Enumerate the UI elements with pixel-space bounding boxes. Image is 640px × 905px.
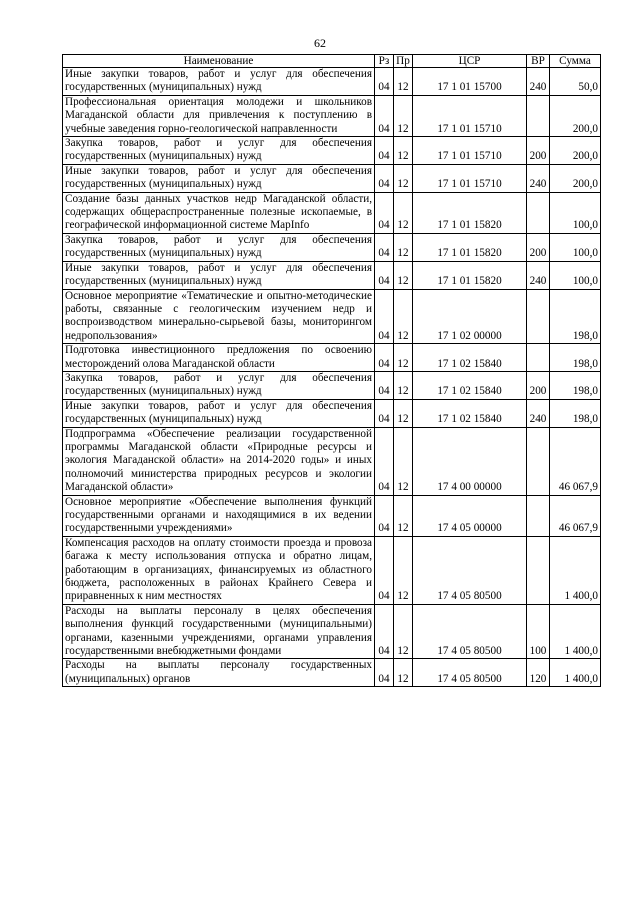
table-row <box>63 95 601 136</box>
row-pr: 12 <box>394 399 413 427</box>
row-name: Закупка товаров, работ и услуг для обеспечения государственных (муниципальных) нужд <box>63 137 375 165</box>
page-number: 62 <box>314 36 326 50</box>
row-sum: 50,0 <box>550 68 601 96</box>
row-pr: 12 <box>394 371 413 399</box>
row-rz: 04 <box>375 371 394 399</box>
table-row <box>63 192 601 233</box>
row-csr: 17 4 05 80500 <box>413 604 527 659</box>
row-pr: 12 <box>394 536 413 604</box>
row-rz: 04 <box>375 604 394 659</box>
row-pr: 12 <box>394 495 413 536</box>
row-csr: 17 1 01 15820 <box>413 261 527 289</box>
row-sum: 198,0 <box>550 289 601 344</box>
row-rz: 04 <box>375 192 394 233</box>
table-row <box>63 137 601 165</box>
row-sum: 46 067,9 <box>550 495 601 536</box>
row-name: Основное мероприятие «Тематические и опытно-методические работы, связанные с геологическим изучением недр и воспроизводством минерально-сырьевой базы, мониторингом недропользования» <box>63 289 375 344</box>
row-pr: 12 <box>394 233 413 261</box>
row-csr: 17 1 02 15840 <box>413 371 527 399</box>
row-name: Расходы на выплаты персоналу государственных (муниципальных) органов <box>63 659 375 687</box>
row-name: Подпрограмма «Обеспечение реализации государственной программы Магаданской области «Природные ресурсы и экология Магаданской области» на 2014-2020 годы» и иных полномочий министерства природных ресурсов и экологии Магаданской области» <box>63 427 375 495</box>
table-row <box>63 536 601 604</box>
row-vr <box>527 536 550 604</box>
header-vr: ВР <box>527 55 550 68</box>
row-csr: 17 1 02 15840 <box>413 344 527 372</box>
row-name: Иные закупки товаров, работ и услуг для обеспечения государственных (муниципальных) нужд <box>63 261 375 289</box>
table-row <box>63 164 601 192</box>
row-pr: 12 <box>394 68 413 96</box>
row-rz: 04 <box>375 536 394 604</box>
row-name: Иные закупки товаров, работ и услуг для обеспечения государственных (муниципальных) нужд <box>63 68 375 96</box>
row-sum: 100,0 <box>550 233 601 261</box>
row-rz: 04 <box>375 344 394 372</box>
header-csr: ЦСР <box>413 55 527 68</box>
header-row <box>63 55 601 68</box>
row-name: Иные закупки товаров, работ и услуг для обеспечения государственных (муниципальных) нужд <box>63 164 375 192</box>
header-rz: Рз <box>375 55 394 68</box>
table-row <box>63 233 601 261</box>
row-csr: 17 4 05 80500 <box>413 659 527 687</box>
row-sum: 200,0 <box>550 137 601 165</box>
row-name: Иные закупки товаров, работ и услуг для обеспечения государственных (муниципальных) нужд <box>63 399 375 427</box>
row-csr: 17 4 00 00000 <box>413 427 527 495</box>
row-sum: 200,0 <box>550 164 601 192</box>
row-vr: 200 <box>527 137 550 165</box>
row-vr <box>527 427 550 495</box>
row-rz: 04 <box>375 659 394 687</box>
row-name: Создание базы данных участков недр Магаданской области, содержащих общераспространенные полезные ископаемые, в географической информационной системе MapInfo <box>63 192 375 233</box>
row-sum: 1 400,0 <box>550 536 601 604</box>
row-name: Профессиональная ориентация молодежи и школьников Магаданской области для привлечения к поступлению в учебные заведения горно-геологической направленности <box>63 95 375 136</box>
table-row <box>63 344 601 372</box>
row-rz: 04 <box>375 68 394 96</box>
row-rz: 04 <box>375 137 394 165</box>
row-pr: 12 <box>394 192 413 233</box>
row-pr: 12 <box>394 95 413 136</box>
row-vr: 120 <box>527 659 550 687</box>
row-name: Расходы на выплаты персоналу в целях обеспечения выполнения функций государственными (муниципальными) органами, казенными учреждениями, органами управления государственными внебюджетными фондами <box>63 604 375 659</box>
row-csr: 17 4 05 80500 <box>413 536 527 604</box>
row-pr: 12 <box>394 659 413 687</box>
row-rz: 04 <box>375 289 394 344</box>
row-pr: 12 <box>394 604 413 659</box>
row-csr: 17 4 05 00000 <box>413 495 527 536</box>
row-sum: 46 067,9 <box>550 427 601 495</box>
table-row <box>63 289 601 344</box>
header-name: Наименование <box>63 55 375 68</box>
row-rz: 04 <box>375 495 394 536</box>
row-vr <box>527 192 550 233</box>
row-sum: 1 400,0 <box>550 659 601 687</box>
row-name: Закупка товаров, работ и услуг для обеспечения государственных (муниципальных) нужд <box>63 233 375 261</box>
budget-table <box>62 54 601 687</box>
row-sum: 100,0 <box>550 192 601 233</box>
row-name: Основное мероприятие «Обеспечение выполнения функций государственными органами и находящимися в их ведении государственными учреждениями» <box>63 495 375 536</box>
row-pr: 12 <box>394 137 413 165</box>
row-pr: 12 <box>394 164 413 192</box>
row-name: Закупка товаров, работ и услуг для обеспечения государственных (муниципальных) нужд <box>63 371 375 399</box>
row-csr: 17 1 02 15840 <box>413 399 527 427</box>
table-row <box>63 68 601 96</box>
row-vr: 240 <box>527 399 550 427</box>
row-pr: 12 <box>394 261 413 289</box>
row-csr: 17 1 02 00000 <box>413 289 527 344</box>
row-csr: 17 1 01 15710 <box>413 95 527 136</box>
row-rz: 04 <box>375 95 394 136</box>
row-csr: 17 1 01 15700 <box>413 68 527 96</box>
row-rz: 04 <box>375 164 394 192</box>
header-sum: Сумма <box>550 55 601 68</box>
table-row <box>63 659 601 687</box>
row-name: Компенсация расходов на оплату стоимости проезда и провоза багажа к месту использования отпуска и обратно лицам, работающим в организациях, финансируемых из областного бюджета, расположенных в районах Крайнего Севера и приравненных к ним местностях <box>63 536 375 604</box>
row-sum: 200,0 <box>550 95 601 136</box>
table-row <box>63 495 601 536</box>
row-pr: 12 <box>394 427 413 495</box>
row-vr <box>527 95 550 136</box>
row-csr: 17 1 01 15820 <box>413 192 527 233</box>
table-row <box>63 427 601 495</box>
row-vr <box>527 344 550 372</box>
row-rz: 04 <box>375 427 394 495</box>
row-vr: 240 <box>527 164 550 192</box>
row-sum: 100,0 <box>550 261 601 289</box>
row-vr <box>527 289 550 344</box>
row-pr: 12 <box>394 344 413 372</box>
row-vr: 200 <box>527 371 550 399</box>
row-sum: 198,0 <box>550 399 601 427</box>
row-csr: 17 1 01 15820 <box>413 233 527 261</box>
row-csr: 17 1 01 15710 <box>413 164 527 192</box>
row-vr: 240 <box>527 68 550 96</box>
table-row <box>63 261 601 289</box>
row-vr: 200 <box>527 233 550 261</box>
header-pr: Пр <box>394 55 413 68</box>
row-sum: 198,0 <box>550 344 601 372</box>
table-row <box>63 399 601 427</box>
row-vr <box>527 495 550 536</box>
row-sum: 198,0 <box>550 371 601 399</box>
row-name: Подготовка инвестиционного предложения по освоению месторождений олова Магаданской области <box>63 344 375 372</box>
row-csr: 17 1 01 15710 <box>413 137 527 165</box>
row-rz: 04 <box>375 399 394 427</box>
row-vr: 240 <box>527 261 550 289</box>
row-vr: 100 <box>527 604 550 659</box>
table-row <box>63 371 601 399</box>
row-pr: 12 <box>394 289 413 344</box>
row-rz: 04 <box>375 261 394 289</box>
row-rz: 04 <box>375 233 394 261</box>
row-sum: 1 400,0 <box>550 604 601 659</box>
table-row <box>63 604 601 659</box>
